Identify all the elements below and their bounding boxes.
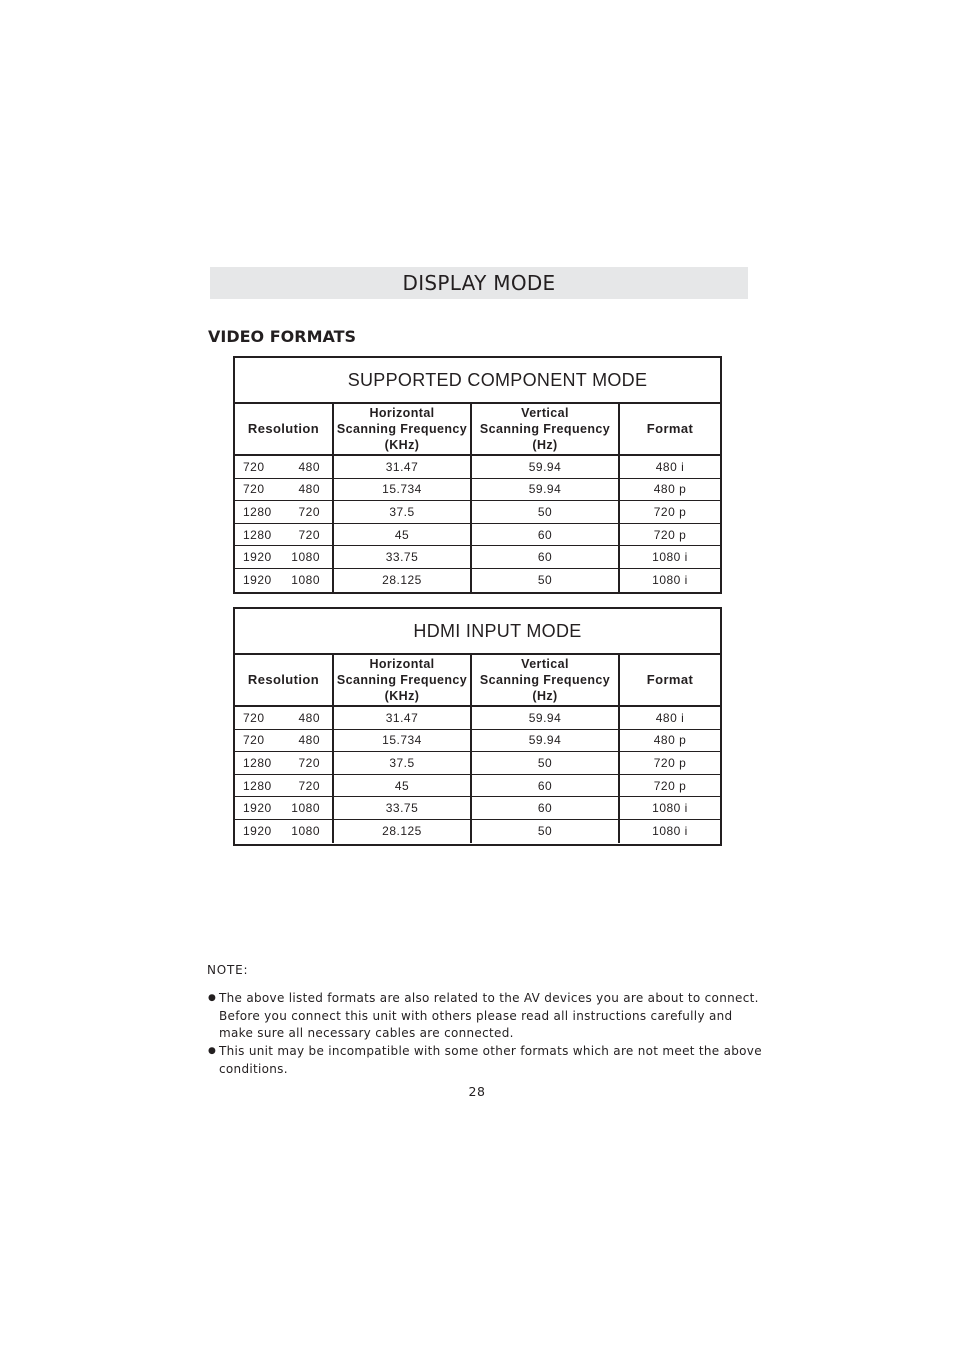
vertical-frequency-cell: 60 <box>472 546 620 568</box>
resolution-cell <box>235 569 334 592</box>
header-resolution: Resolution <box>235 404 334 454</box>
vertical-frequency-cell: 59.94 <box>472 479 620 501</box>
header-row <box>235 404 720 456</box>
resolution-width: 1280 <box>243 778 272 793</box>
resolution-width: 720 <box>243 710 265 725</box>
header-format: Format <box>646 672 694 687</box>
resolution-height: 1080 <box>291 824 320 839</box>
note-item <box>208 990 768 1043</box>
resolution-height: 480 <box>298 459 320 474</box>
horizontal-frequency-cell: 31.47 <box>334 707 472 729</box>
format-cell: 720 p <box>653 755 687 770</box>
header-resolution: Resolution <box>235 655 334 705</box>
bullet-icon: ● <box>208 993 217 1003</box>
resolution-height: 720 <box>298 755 320 770</box>
format-cell: 1080 i <box>652 824 688 839</box>
resolution-width: 1280 <box>243 504 272 519</box>
resolution-cell <box>235 820 334 843</box>
vertical-frequency-cell: 50 <box>472 820 620 843</box>
format-cell: 480 p <box>653 482 687 497</box>
resolution-height: 720 <box>298 504 320 519</box>
resolution-height: 480 <box>298 710 320 725</box>
resolution-width: 720 <box>243 482 265 497</box>
resolution-cell <box>235 752 334 774</box>
vertical-frequency-cell: 60 <box>472 797 620 819</box>
resolution-width: 720 <box>243 459 265 474</box>
table-row <box>235 797 720 820</box>
resolution-cell <box>235 730 334 752</box>
format-cell: 720 p <box>653 504 687 519</box>
note-text: The above listed formats are also related to the AV devices you are about to connect. Before you connect this unit with others please read all instructions carefully and make sure all necessary cables are connected. <box>219 991 759 1041</box>
format-cell: 480 i <box>655 710 685 725</box>
table-row <box>235 775 720 798</box>
horizontal-frequency-cell: 33.75 <box>334 797 472 819</box>
table-row <box>235 546 720 569</box>
note-item <box>208 1043 768 1078</box>
resolution-width: 1280 <box>243 755 272 770</box>
table-body <box>235 707 720 843</box>
note-text: This unit may be incompatible with some other formats which are not meet the above conditions. <box>219 1044 762 1076</box>
table-title: SUPPORTED COMPONENT MODE <box>235 358 720 404</box>
resolution-height: 720 <box>298 527 320 542</box>
header-vertical <box>472 404 620 454</box>
resolution-cell <box>235 707 334 729</box>
horizontal-frequency-cell: 28.125 <box>334 820 472 843</box>
table-row <box>235 524 720 547</box>
horizontal-frequency-cell: 33.75 <box>334 546 472 568</box>
resolution-cell <box>235 501 334 523</box>
format-cell: 1080 i <box>652 801 688 816</box>
resolution-width: 1280 <box>243 527 272 542</box>
format-cell: 480 i <box>655 459 685 474</box>
header-horizontal <box>334 404 472 454</box>
resolution-height: 480 <box>298 733 320 748</box>
header-line: Vertical <box>521 406 569 420</box>
horizontal-frequency-cell: 15.734 <box>334 730 472 752</box>
header-line: Scanning Frequency <box>336 673 468 687</box>
header-line: Scanning Frequency <box>479 422 611 436</box>
header-line: (KHz) <box>384 438 420 452</box>
vertical-frequency-cell: 60 <box>472 524 620 546</box>
table-row <box>235 456 720 479</box>
table-row <box>235 820 720 843</box>
header-line: Horizontal <box>369 657 435 671</box>
vertical-frequency-cell: 50 <box>472 569 620 592</box>
vertical-frequency-cell: 59.94 <box>472 707 620 729</box>
vertical-frequency-cell: 50 <box>472 752 620 774</box>
resolution-width: 720 <box>243 733 265 748</box>
resolution-width: 1920 <box>243 801 272 816</box>
table-row <box>235 479 720 502</box>
format-cell: 720 p <box>653 527 687 542</box>
header-line: Scanning Frequency <box>479 673 611 687</box>
page-number: 28 <box>468 1084 486 1099</box>
resolution-cell <box>235 797 334 819</box>
header-line: (Hz) <box>532 438 558 452</box>
header-vertical <box>472 655 620 705</box>
header-row <box>235 655 720 707</box>
table-row <box>235 707 720 730</box>
page-title: DISPLAY MODE <box>210 267 748 299</box>
horizontal-frequency-cell: 28.125 <box>334 569 472 592</box>
horizontal-frequency-cell: 31.47 <box>334 456 472 478</box>
header-line: Vertical <box>521 657 569 671</box>
vertical-frequency-cell: 60 <box>472 775 620 797</box>
table-row <box>235 569 720 592</box>
bullet-icon: ● <box>208 1046 217 1057</box>
resolution-height: 1080 <box>291 573 320 588</box>
resolution-cell <box>235 524 334 546</box>
table-body <box>235 456 720 592</box>
format-cell: 1080 i <box>652 550 688 565</box>
note-label: NOTE: <box>207 963 249 977</box>
header-format: Format <box>646 421 694 436</box>
resolution-height: 480 <box>298 482 320 497</box>
table-title: HDMI INPUT MODE <box>235 609 720 655</box>
hdmi-input-mode-table <box>233 607 722 846</box>
note-list <box>208 990 768 1079</box>
horizontal-frequency-cell: 37.5 <box>334 501 472 523</box>
resolution-height: 1080 <box>291 550 320 565</box>
format-cell: 1080 i <box>652 573 688 588</box>
table-row <box>235 501 720 524</box>
table-row <box>235 752 720 775</box>
resolution-height: 720 <box>298 778 320 793</box>
resolution-width: 1920 <box>243 824 272 839</box>
resolution-cell <box>235 775 334 797</box>
header-line: (KHz) <box>384 689 420 703</box>
table-row <box>235 730 720 753</box>
horizontal-frequency-cell: 45 <box>334 524 472 546</box>
component-mode-table <box>233 356 722 594</box>
header-line: Scanning Frequency <box>336 422 468 436</box>
header-line: Horizontal <box>369 406 435 420</box>
vertical-frequency-cell: 59.94 <box>472 456 620 478</box>
resolution-width: 1920 <box>243 573 272 588</box>
vertical-frequency-cell: 50 <box>472 501 620 523</box>
header-line: (Hz) <box>532 689 558 703</box>
resolution-height: 1080 <box>291 801 320 816</box>
resolution-cell <box>235 456 334 478</box>
horizontal-frequency-cell: 45 <box>334 775 472 797</box>
horizontal-frequency-cell: 15.734 <box>334 479 472 501</box>
format-cell: 480 p <box>653 733 687 748</box>
vertical-frequency-cell: 59.94 <box>472 730 620 752</box>
horizontal-frequency-cell: 37.5 <box>334 752 472 774</box>
resolution-width: 1920 <box>243 550 272 565</box>
resolution-cell <box>235 479 334 501</box>
header-horizontal <box>334 655 472 705</box>
section-heading: VIDEO FORMATS <box>208 327 357 346</box>
resolution-cell <box>235 546 334 568</box>
format-cell: 720 p <box>653 778 687 793</box>
